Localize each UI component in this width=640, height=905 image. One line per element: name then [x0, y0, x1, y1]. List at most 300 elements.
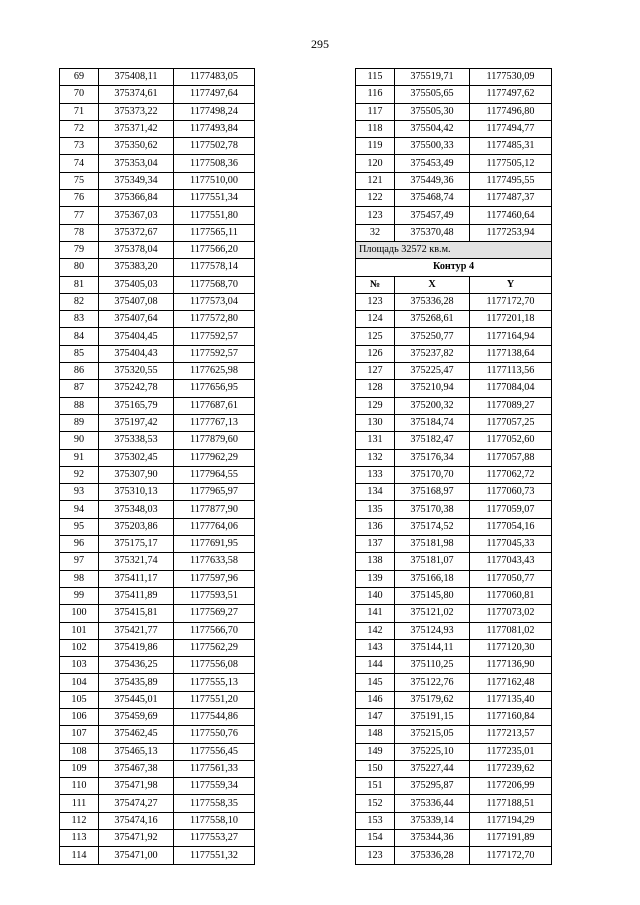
point-number: 140: [356, 587, 395, 604]
y-coordinate: 1177558,35: [174, 795, 255, 812]
point-number: 136: [356, 518, 395, 535]
point-number: 135: [356, 501, 395, 518]
x-coordinate: 375348,03: [99, 501, 174, 518]
point-number: 104: [60, 674, 99, 691]
table-row: [356, 795, 552, 812]
table-row: [60, 726, 255, 743]
table-row: [356, 708, 552, 725]
x-coordinate: 375336,28: [395, 847, 470, 864]
x-coordinate: 375404,45: [99, 328, 174, 345]
table-row: [60, 432, 255, 449]
x-coordinate: 375182,47: [395, 432, 470, 449]
y-coordinate: 1177551,80: [174, 207, 255, 224]
y-coordinate: 1177558,10: [174, 812, 255, 829]
x-coordinate: 375250,77: [395, 328, 470, 345]
x-coordinate: 375366,84: [99, 190, 174, 207]
table-row: [356, 536, 552, 553]
table-row: [356, 380, 552, 397]
table-row: [356, 639, 552, 656]
x-coordinate: 375411,17: [99, 570, 174, 587]
x-coordinate: 375336,28: [395, 293, 470, 310]
x-coordinate: 375505,30: [395, 103, 470, 120]
x-coordinate: 375371,42: [99, 120, 174, 137]
point-number: 142: [356, 622, 395, 639]
point-number: 75: [60, 172, 99, 189]
x-coordinate: 375349,34: [99, 172, 174, 189]
point-number: 146: [356, 691, 395, 708]
x-coordinate: 375474,16: [99, 812, 174, 829]
point-number: 70: [60, 86, 99, 103]
table-row: [356, 207, 552, 224]
point-number: 108: [60, 743, 99, 760]
header-x: X: [395, 276, 470, 293]
table-row: [356, 778, 552, 795]
x-coordinate: 375144,11: [395, 639, 470, 656]
y-coordinate: 1177578,14: [174, 259, 255, 276]
table-row: [60, 328, 255, 345]
y-coordinate: 1177566,20: [174, 241, 255, 258]
y-coordinate: 1177494,77: [470, 120, 552, 137]
table-row: [356, 363, 552, 380]
x-coordinate: 375174,52: [395, 518, 470, 535]
table-row: [356, 726, 552, 743]
x-coordinate: 375210,94: [395, 380, 470, 397]
table-row: [356, 172, 552, 189]
y-coordinate: 1177691,95: [174, 536, 255, 553]
x-coordinate: 375407,64: [99, 311, 174, 328]
table-row: [60, 501, 255, 518]
table-row: [356, 553, 552, 570]
point-number: 111: [60, 795, 99, 812]
x-coordinate: 375367,03: [99, 207, 174, 224]
y-coordinate: 1177551,20: [174, 691, 255, 708]
x-coordinate: 375383,20: [99, 259, 174, 276]
point-number: 93: [60, 484, 99, 501]
area-row: [356, 241, 552, 258]
y-coordinate: 1177879,60: [174, 432, 255, 449]
area-label: Площадь 32572 кв.м.: [356, 241, 552, 258]
x-coordinate: 375519,71: [395, 69, 470, 86]
right-coordinates-table: [355, 68, 552, 865]
table-row: [356, 69, 552, 86]
y-coordinate: 1177164,94: [470, 328, 552, 345]
x-coordinate: 375310,13: [99, 484, 174, 501]
y-coordinate: 1177764,06: [174, 518, 255, 535]
x-coordinate: 375435,89: [99, 674, 174, 691]
table-row: [60, 103, 255, 120]
x-coordinate: 375411,89: [99, 587, 174, 604]
x-coordinate: 375449,36: [395, 172, 470, 189]
table-row: [60, 397, 255, 414]
x-coordinate: 375471,00: [99, 847, 174, 864]
x-coordinate: 375191,15: [395, 708, 470, 725]
y-coordinate: 1177483,05: [174, 69, 255, 86]
table-row: [60, 605, 255, 622]
x-coordinate: 375462,45: [99, 726, 174, 743]
point-number: 133: [356, 466, 395, 483]
table-row: [356, 691, 552, 708]
point-number: 82: [60, 293, 99, 310]
point-number: 119: [356, 138, 395, 155]
y-coordinate: 1177460,64: [470, 207, 552, 224]
y-coordinate: 1177235,01: [470, 743, 552, 760]
point-number: 138: [356, 553, 395, 570]
table-row: [60, 674, 255, 691]
y-coordinate: 1177493,84: [174, 120, 255, 137]
x-coordinate: 375203,86: [99, 518, 174, 535]
x-coordinate: 375404,43: [99, 345, 174, 362]
y-coordinate: 1177965,97: [174, 484, 255, 501]
x-coordinate: 375170,70: [395, 466, 470, 483]
x-coordinate: 375170,38: [395, 501, 470, 518]
x-coordinate: 375110,25: [395, 657, 470, 674]
y-coordinate: 1177052,60: [470, 432, 552, 449]
table-row: [60, 120, 255, 137]
y-coordinate: 1177561,33: [174, 760, 255, 777]
x-coordinate: 375421,77: [99, 622, 174, 639]
x-coordinate: 375471,98: [99, 778, 174, 795]
table-row: [60, 812, 255, 829]
x-coordinate: 375415,81: [99, 605, 174, 622]
x-coordinate: 375405,03: [99, 276, 174, 293]
table-row: [60, 363, 255, 380]
table-row: [60, 293, 255, 310]
point-number: 95: [60, 518, 99, 535]
table-row: [356, 224, 552, 241]
point-number: 86: [60, 363, 99, 380]
y-coordinate: 1177568,70: [174, 276, 255, 293]
y-coordinate: 1177572,80: [174, 311, 255, 328]
x-coordinate: 375181,98: [395, 536, 470, 553]
point-number: 144: [356, 657, 395, 674]
y-coordinate: 1177136,90: [470, 657, 552, 674]
point-number: 100: [60, 605, 99, 622]
header-y: Y: [470, 276, 552, 293]
x-coordinate: 375242,78: [99, 380, 174, 397]
y-coordinate: 1177073,02: [470, 605, 552, 622]
table-row: [60, 449, 255, 466]
y-coordinate: 1177559,34: [174, 778, 255, 795]
y-coordinate: 1177045,33: [470, 536, 552, 553]
point-number: 128: [356, 380, 395, 397]
y-coordinate: 1177081,02: [470, 622, 552, 639]
table-row: [60, 259, 255, 276]
y-coordinate: 1177510,00: [174, 172, 255, 189]
table-row: [60, 847, 255, 864]
y-coordinate: 1177508,36: [174, 155, 255, 172]
point-number: 92: [60, 466, 99, 483]
table-row: [60, 86, 255, 103]
point-number: 74: [60, 155, 99, 172]
point-number: 137: [356, 536, 395, 553]
y-coordinate: 1177188,51: [470, 795, 552, 812]
point-number: 123: [356, 293, 395, 310]
point-number: 107: [60, 726, 99, 743]
x-coordinate: 375372,67: [99, 224, 174, 241]
y-coordinate: 1177213,57: [470, 726, 552, 743]
table-row: [356, 484, 552, 501]
point-number: 143: [356, 639, 395, 656]
point-number: 129: [356, 397, 395, 414]
x-coordinate: 375344,36: [395, 830, 470, 847]
y-coordinate: 1177138,64: [470, 345, 552, 362]
point-number: 72: [60, 120, 99, 137]
table-row: [60, 69, 255, 86]
y-coordinate: 1177206,99: [470, 778, 552, 795]
table-row: [356, 293, 552, 310]
y-coordinate: 1177253,94: [470, 224, 552, 241]
x-coordinate: 375166,18: [395, 570, 470, 587]
x-coordinate: 375175,17: [99, 536, 174, 553]
point-number: 89: [60, 414, 99, 431]
x-coordinate: 375268,61: [395, 311, 470, 328]
x-coordinate: 375408,11: [99, 69, 174, 86]
table-row: [60, 466, 255, 483]
table-row: [60, 760, 255, 777]
table-row: [356, 397, 552, 414]
x-coordinate: 375457,49: [395, 207, 470, 224]
y-coordinate: 1177555,13: [174, 674, 255, 691]
point-number: 139: [356, 570, 395, 587]
table-row: [356, 743, 552, 760]
point-number: 149: [356, 743, 395, 760]
table-row: [60, 743, 255, 760]
point-number: 78: [60, 224, 99, 241]
point-number: 130: [356, 414, 395, 431]
table-row: [356, 674, 552, 691]
point-number: 90: [60, 432, 99, 449]
y-coordinate: 1177505,12: [470, 155, 552, 172]
point-number: 150: [356, 760, 395, 777]
table-row: [60, 691, 255, 708]
y-coordinate: 1177625,98: [174, 363, 255, 380]
point-number: 154: [356, 830, 395, 847]
table-row: [60, 830, 255, 847]
point-number: 96: [60, 536, 99, 553]
table-row: [60, 484, 255, 501]
contour-title: Контур 4: [356, 259, 552, 276]
point-number: 105: [60, 691, 99, 708]
x-coordinate: 375353,04: [99, 155, 174, 172]
x-coordinate: 375378,04: [99, 241, 174, 258]
point-number: 98: [60, 570, 99, 587]
table-row: [60, 708, 255, 725]
x-coordinate: 375373,22: [99, 103, 174, 120]
x-coordinate: 375121,02: [395, 605, 470, 622]
x-coordinate: 375474,27: [99, 795, 174, 812]
y-coordinate: 1177135,40: [470, 691, 552, 708]
y-coordinate: 1177060,73: [470, 484, 552, 501]
y-coordinate: 1177172,70: [470, 847, 552, 864]
table-row: [356, 466, 552, 483]
x-coordinate: 375295,87: [395, 778, 470, 795]
x-coordinate: 375179,62: [395, 691, 470, 708]
x-coordinate: 375200,32: [395, 397, 470, 414]
point-number: 131: [356, 432, 395, 449]
y-coordinate: 1177172,70: [470, 293, 552, 310]
point-number: 125: [356, 328, 395, 345]
table-row: [60, 276, 255, 293]
point-number: 145: [356, 674, 395, 691]
y-coordinate: 1177556,45: [174, 743, 255, 760]
x-coordinate: 375374,61: [99, 86, 174, 103]
point-number: 115: [356, 69, 395, 86]
header-number: №: [356, 276, 395, 293]
point-number: 132: [356, 449, 395, 466]
y-coordinate: 1177553,27: [174, 830, 255, 847]
y-coordinate: 1177656,95: [174, 380, 255, 397]
x-coordinate: 375302,45: [99, 449, 174, 466]
point-number: 71: [60, 103, 99, 120]
table-row: [356, 570, 552, 587]
point-number: 127: [356, 363, 395, 380]
table-row: [356, 587, 552, 604]
x-coordinate: 375237,82: [395, 345, 470, 362]
x-coordinate: 375197,42: [99, 414, 174, 431]
point-number: 106: [60, 708, 99, 725]
point-number: 69: [60, 69, 99, 86]
x-coordinate: 375176,34: [395, 449, 470, 466]
table-row: [60, 207, 255, 224]
y-coordinate: 1177633,58: [174, 553, 255, 570]
table-row: [60, 241, 255, 258]
point-number: 97: [60, 553, 99, 570]
point-number: 109: [60, 760, 99, 777]
y-coordinate: 1177160,84: [470, 708, 552, 725]
y-coordinate: 1177551,34: [174, 190, 255, 207]
contour-title-row: [356, 259, 552, 276]
y-coordinate: 1177487,37: [470, 190, 552, 207]
point-number: 102: [60, 639, 99, 656]
y-coordinate: 1177877,90: [174, 501, 255, 518]
point-number: 79: [60, 241, 99, 258]
table-row: [356, 328, 552, 345]
y-coordinate: 1177496,80: [470, 103, 552, 120]
x-coordinate: 375321,74: [99, 553, 174, 570]
point-number: 32: [356, 224, 395, 241]
point-number: 113: [60, 830, 99, 847]
point-number: 121: [356, 172, 395, 189]
point-number: 152: [356, 795, 395, 812]
y-coordinate: 1177495,55: [470, 172, 552, 189]
table-row: [60, 224, 255, 241]
table-row: [356, 501, 552, 518]
y-coordinate: 1177556,08: [174, 657, 255, 674]
table-row: [60, 639, 255, 656]
y-coordinate: 1177191,89: [470, 830, 552, 847]
x-coordinate: 375370,48: [395, 224, 470, 241]
point-number: 110: [60, 778, 99, 795]
y-coordinate: 1177057,25: [470, 414, 552, 431]
x-coordinate: 375467,38: [99, 760, 174, 777]
table-row: [356, 155, 552, 172]
table-row: [60, 778, 255, 795]
point-number: 118: [356, 120, 395, 137]
table-row: [60, 172, 255, 189]
table-row: [356, 345, 552, 362]
y-coordinate: 1177565,11: [174, 224, 255, 241]
point-number: 101: [60, 622, 99, 639]
point-number: 88: [60, 397, 99, 414]
point-number: 103: [60, 657, 99, 674]
table-row: [356, 432, 552, 449]
y-coordinate: 1177059,07: [470, 501, 552, 518]
table-row: [356, 449, 552, 466]
y-coordinate: 1177569,27: [174, 605, 255, 622]
table-row: [356, 120, 552, 137]
point-number: 117: [356, 103, 395, 120]
x-coordinate: 375453,49: [395, 155, 470, 172]
point-number: 85: [60, 345, 99, 362]
x-coordinate: 375215,05: [395, 726, 470, 743]
y-coordinate: 1177239,62: [470, 760, 552, 777]
y-coordinate: 1177573,04: [174, 293, 255, 310]
point-number: 116: [356, 86, 395, 103]
point-number: 87: [60, 380, 99, 397]
point-number: 77: [60, 207, 99, 224]
table-row: [60, 138, 255, 155]
y-coordinate: 1177767,13: [174, 414, 255, 431]
table-row: [60, 795, 255, 812]
table-row: [356, 103, 552, 120]
x-coordinate: 375436,25: [99, 657, 174, 674]
y-coordinate: 1177120,30: [470, 639, 552, 656]
table-row: [356, 622, 552, 639]
x-coordinate: 375225,10: [395, 743, 470, 760]
y-coordinate: 1177592,57: [174, 345, 255, 362]
table-row: [60, 155, 255, 172]
x-coordinate: 375307,90: [99, 466, 174, 483]
x-coordinate: 375445,01: [99, 691, 174, 708]
left-coordinates-table: [59, 68, 255, 865]
point-number: 148: [356, 726, 395, 743]
y-coordinate: 1177050,77: [470, 570, 552, 587]
point-number: 122: [356, 190, 395, 207]
point-number: 83: [60, 311, 99, 328]
y-coordinate: 1177113,56: [470, 363, 552, 380]
y-coordinate: 1177566,70: [174, 622, 255, 639]
x-coordinate: 375338,53: [99, 432, 174, 449]
y-coordinate: 1177962,29: [174, 449, 255, 466]
page-number: 295: [311, 37, 329, 51]
y-coordinate: 1177194,29: [470, 812, 552, 829]
point-number: 80: [60, 259, 99, 276]
x-coordinate: 375505,65: [395, 86, 470, 103]
point-number: 114: [60, 847, 99, 864]
table-row: [60, 414, 255, 431]
y-coordinate: 1177201,18: [470, 311, 552, 328]
table-row: [356, 518, 552, 535]
table-row: [356, 311, 552, 328]
table-row: [60, 536, 255, 553]
x-coordinate: 375500,33: [395, 138, 470, 155]
y-coordinate: 1177593,51: [174, 587, 255, 604]
y-coordinate: 1177162,48: [470, 674, 552, 691]
table-header-row: [356, 276, 552, 293]
x-coordinate: 375407,08: [99, 293, 174, 310]
y-coordinate: 1177592,57: [174, 328, 255, 345]
y-coordinate: 1177530,09: [470, 69, 552, 86]
x-coordinate: 375122,76: [395, 674, 470, 691]
y-coordinate: 1177497,64: [174, 86, 255, 103]
x-coordinate: 375350,62: [99, 138, 174, 155]
table-row: [356, 138, 552, 155]
table-row: [356, 414, 552, 431]
x-coordinate: 375225,47: [395, 363, 470, 380]
point-number: 123: [356, 207, 395, 224]
x-coordinate: 375168,97: [395, 484, 470, 501]
table-row: [60, 622, 255, 639]
